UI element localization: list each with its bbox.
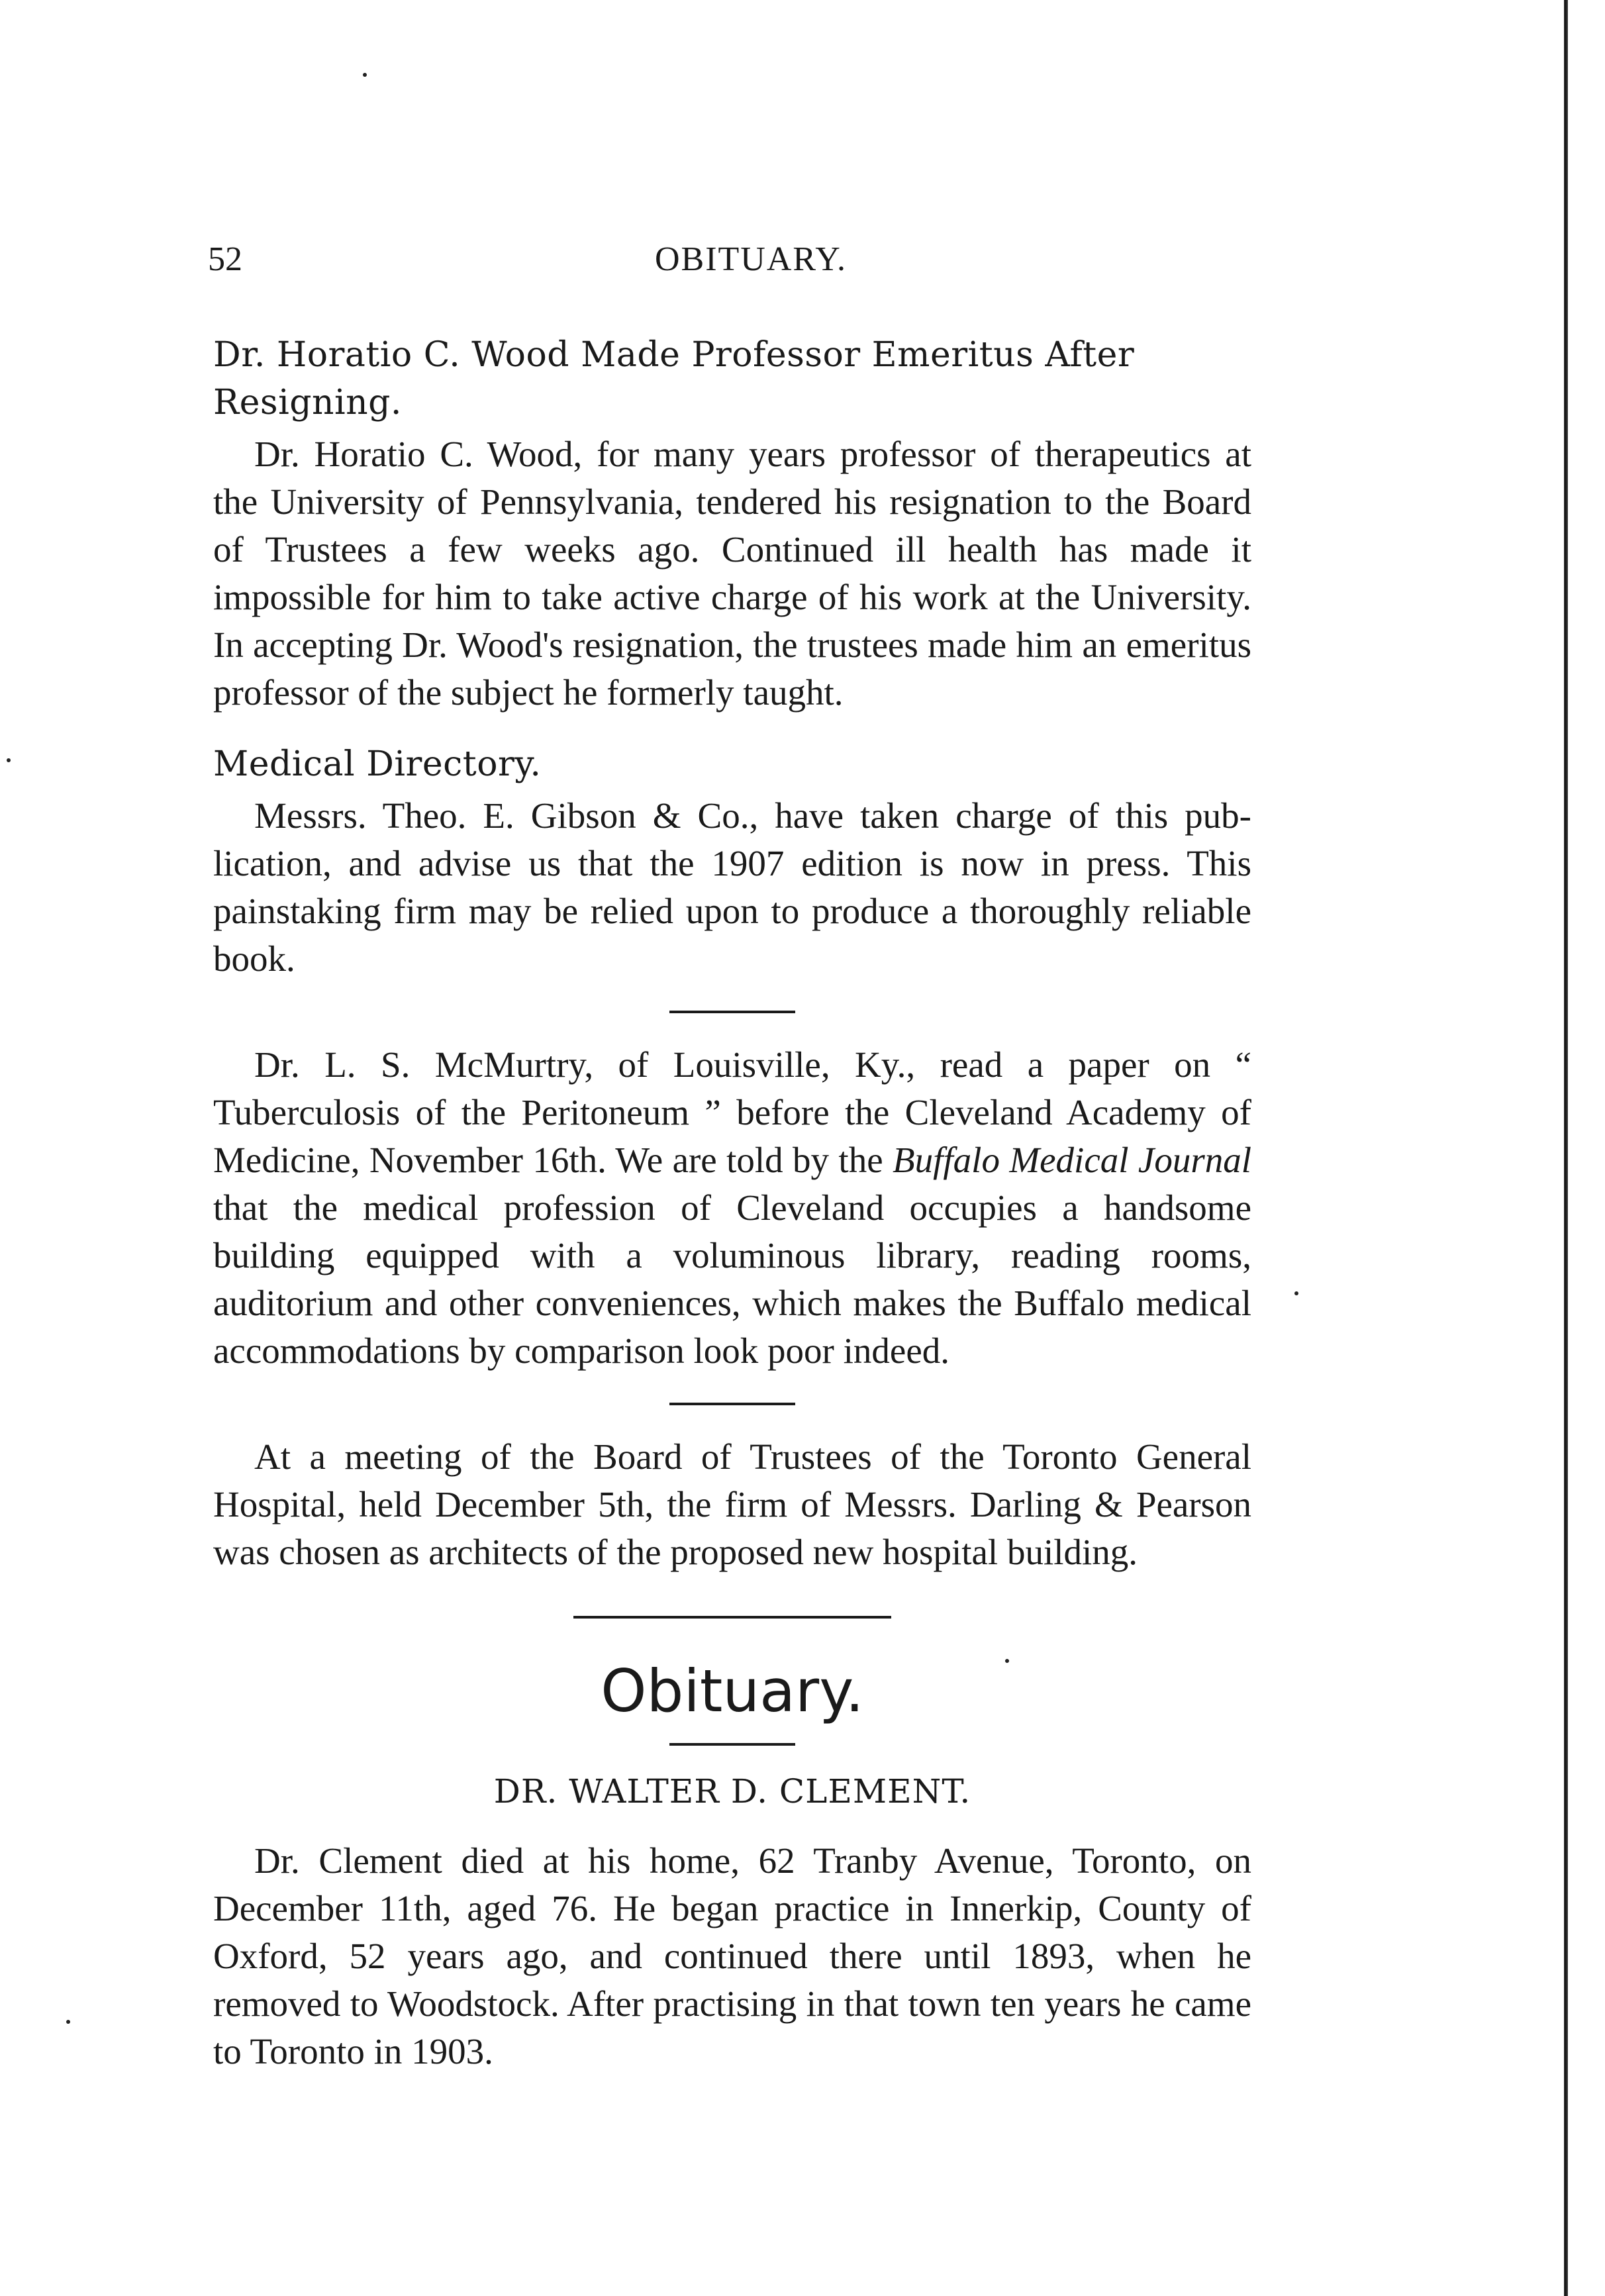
section-heading-wood: Dr. Horatio C. Wood Made Professor Emeritus After Resigning. [213,335,1135,423]
journal-title: Buffalo Medical Journal [893,1140,1251,1180]
paragraph-mcmurtry [213,1041,1251,1375]
scan-speck [1294,1291,1298,1295]
paragraph-wood: Dr. Horatio C. Wood, for many years professor of therapeutics at the University of Pennsylvania, tendered his resignation to the Board of Trustees a few weeks ago. Continued ill health has made it impossible for him to take active charge of his work at the University. In accepting Dr. Wood's resignation, the trustees made him an emeritus professor of the subject he formerly taught. [213,434,1251,713]
running-head: OBITUARY. [654,240,848,278]
section-divider [669,1011,795,1013]
section-heading-directory: Medical Directory. [213,744,542,784]
paragraph-directory: Messrs. Theo. E. Gibson & Co., have taken charge of this publication, and advise us that the 1907 edition is now in press. This painstaking firm may be relied upon to produce a thoroughly reliable book. [213,795,1251,979]
obituary-title-rule [669,1743,795,1746]
obituary-divider [573,1616,891,1619]
obituary-title: Obituary. [601,1657,864,1725]
paragraph-mcmurtry-part2: that the medical profession of Cleveland occupies a handsome building equipped with a voluminous library, reading rooms, auditorium and other conveniences, which makes the Buffalo medical accommodations by comparison look poor indeed. [213,1187,1251,1371]
text-column [213,331,1251,2075]
paragraph-mcmurtry-part1: Dr. L. S. McMurtry, of Louisville, Ky., read a paper on “ Tuberculosis of the Peritoneum ” before the Cleveland Academy of Medicine, November 16th. We are told by the [213,1044,1251,1180]
paragraph-toronto: At a meeting of the Board of Trustees of the Toronto General Hospital, held December 5th, the firm of Messrs. Darling & Pearson was chosen as architects of the proposed new hospital building. [213,1436,1251,1572]
paragraph-obituary: Dr. Clement died at his home, 62 Tranby Avenue, Toronto, on December 11th, aged 76. He began practice in Innerkip, County of Oxford, 52 years ago, and continued there until 1893, when he removed to Woodstock. After practising in that town ten years he came to Toronto in 1903. [213,1840,1251,2071]
obituary-name: DR. WALTER D. CLEMENT. [493,1772,971,1811]
section-divider [669,1403,795,1405]
scan-speck [363,73,367,77]
page-edge-line [1564,0,1568,2296]
scan-speck [7,758,11,762]
page-number: 52 [208,240,242,278]
scan-speck [66,2020,70,2024]
page-header [208,240,1254,286]
